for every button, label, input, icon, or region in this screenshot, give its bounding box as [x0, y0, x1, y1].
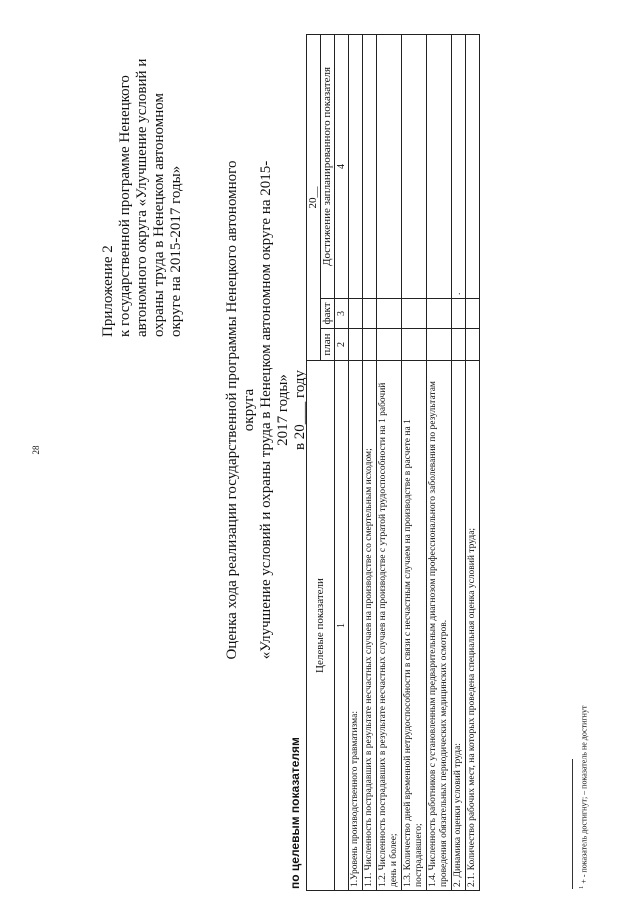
footnote: [578, 706, 589, 889]
achievement-dot: .: [452, 34, 466, 298]
plan-cell: [363, 329, 377, 361]
footnote-marker: 1: [578, 885, 585, 889]
heading-line: Оценка хода реализации государственной программы Ненецкого автономного округа: [224, 160, 257, 660]
plan-cell: [402, 329, 427, 361]
table-row: [377, 34, 402, 890]
table-row: [402, 34, 427, 890]
indicators-table: [306, 34, 480, 891]
header-plan: план: [321, 329, 335, 361]
column-number: 2: [335, 329, 349, 361]
appendix-line: Приложение 2: [100, 245, 116, 337]
indicator-label: 2. Динамика оценки условий труда:: [452, 361, 466, 891]
footnote-divider: [572, 759, 573, 889]
document-heading: [224, 155, 309, 665]
plan-cell: [466, 329, 480, 361]
plan-cell: [349, 329, 363, 361]
heading-line: «Улучшение условий и охраны труда в Ненецком автономном округе на 2015-2017 годы»: [258, 160, 291, 660]
table-row: [466, 34, 480, 890]
achievement-cell: [427, 34, 452, 298]
appendix-line: к государственной программе Ненецкого: [117, 75, 133, 337]
plan-cell: [452, 329, 466, 361]
appendix-line: охраны труда в Ненецком автономном: [151, 93, 167, 337]
achievement-cell: [377, 34, 402, 298]
column-number: 1: [335, 361, 349, 891]
column-number: 4: [335, 34, 349, 298]
indicator-label: 1.2. Численность пострадавших в результате несчастных случаев на производстве с утратой трудоспособности на 1 рабочий день и более;: [377, 361, 402, 891]
indicator-label: 2.1. Количество рабочих мест, на которых проведена специальная оценка условий труда;: [466, 361, 480, 891]
plan-cell: [377, 329, 402, 361]
fact-cell: [402, 299, 427, 329]
heading-line: в 20___ году: [292, 369, 308, 451]
header-indicators: Целевые показатели: [307, 361, 335, 891]
header-fact: факт: [321, 299, 335, 329]
header-year: 20__: [307, 34, 321, 360]
indicator-label: 1.4. Численность работников с установленным предварительным диагнозом профессионального заболевания по результатам проведения обязательных периодических медицинских осмотров.: [427, 361, 452, 891]
achievement-cell: [402, 34, 427, 298]
fact-cell: [427, 299, 452, 329]
header-achievement: Достижение запланированного показателя: [321, 34, 335, 298]
appendix-line: округе на 2015-2017 годы»: [168, 165, 184, 337]
indicator-label: 1.1. Численность пострадавших в результате несчастных случаев на производстве со смертельным исходом;: [363, 361, 377, 891]
plan-cell: [427, 329, 452, 361]
footnote-text: + - показатель достигнут; – показатель не достигнут: [579, 705, 589, 884]
table-row: [349, 34, 363, 890]
table-row: [452, 34, 466, 890]
fact-cell: [363, 299, 377, 329]
page-number: 28: [31, 445, 41, 455]
fact-cell: [466, 299, 480, 329]
indicator-label: 1.Уровень производственного травматизма:: [349, 361, 363, 891]
section-title: по целевым показателям: [288, 737, 302, 889]
fact-cell: [349, 299, 363, 329]
column-number: 3: [335, 299, 349, 329]
achievement-cell: [349, 34, 363, 298]
table-row: [427, 34, 452, 890]
indicator-label: 1.3. Количество дней временной нетрудоспособности в связи с несчастным случаем на производстве в расчете на 1 пострадавшего;: [402, 361, 427, 891]
achievement-cell: [363, 34, 377, 298]
fact-cell: [377, 299, 402, 329]
appendix-note: [100, 27, 185, 337]
fact-cell: [452, 299, 466, 329]
achievement-cell: [466, 34, 480, 298]
table-row: [363, 34, 377, 890]
appendix-line: автономного округа «Улучшение условий и: [134, 58, 150, 337]
